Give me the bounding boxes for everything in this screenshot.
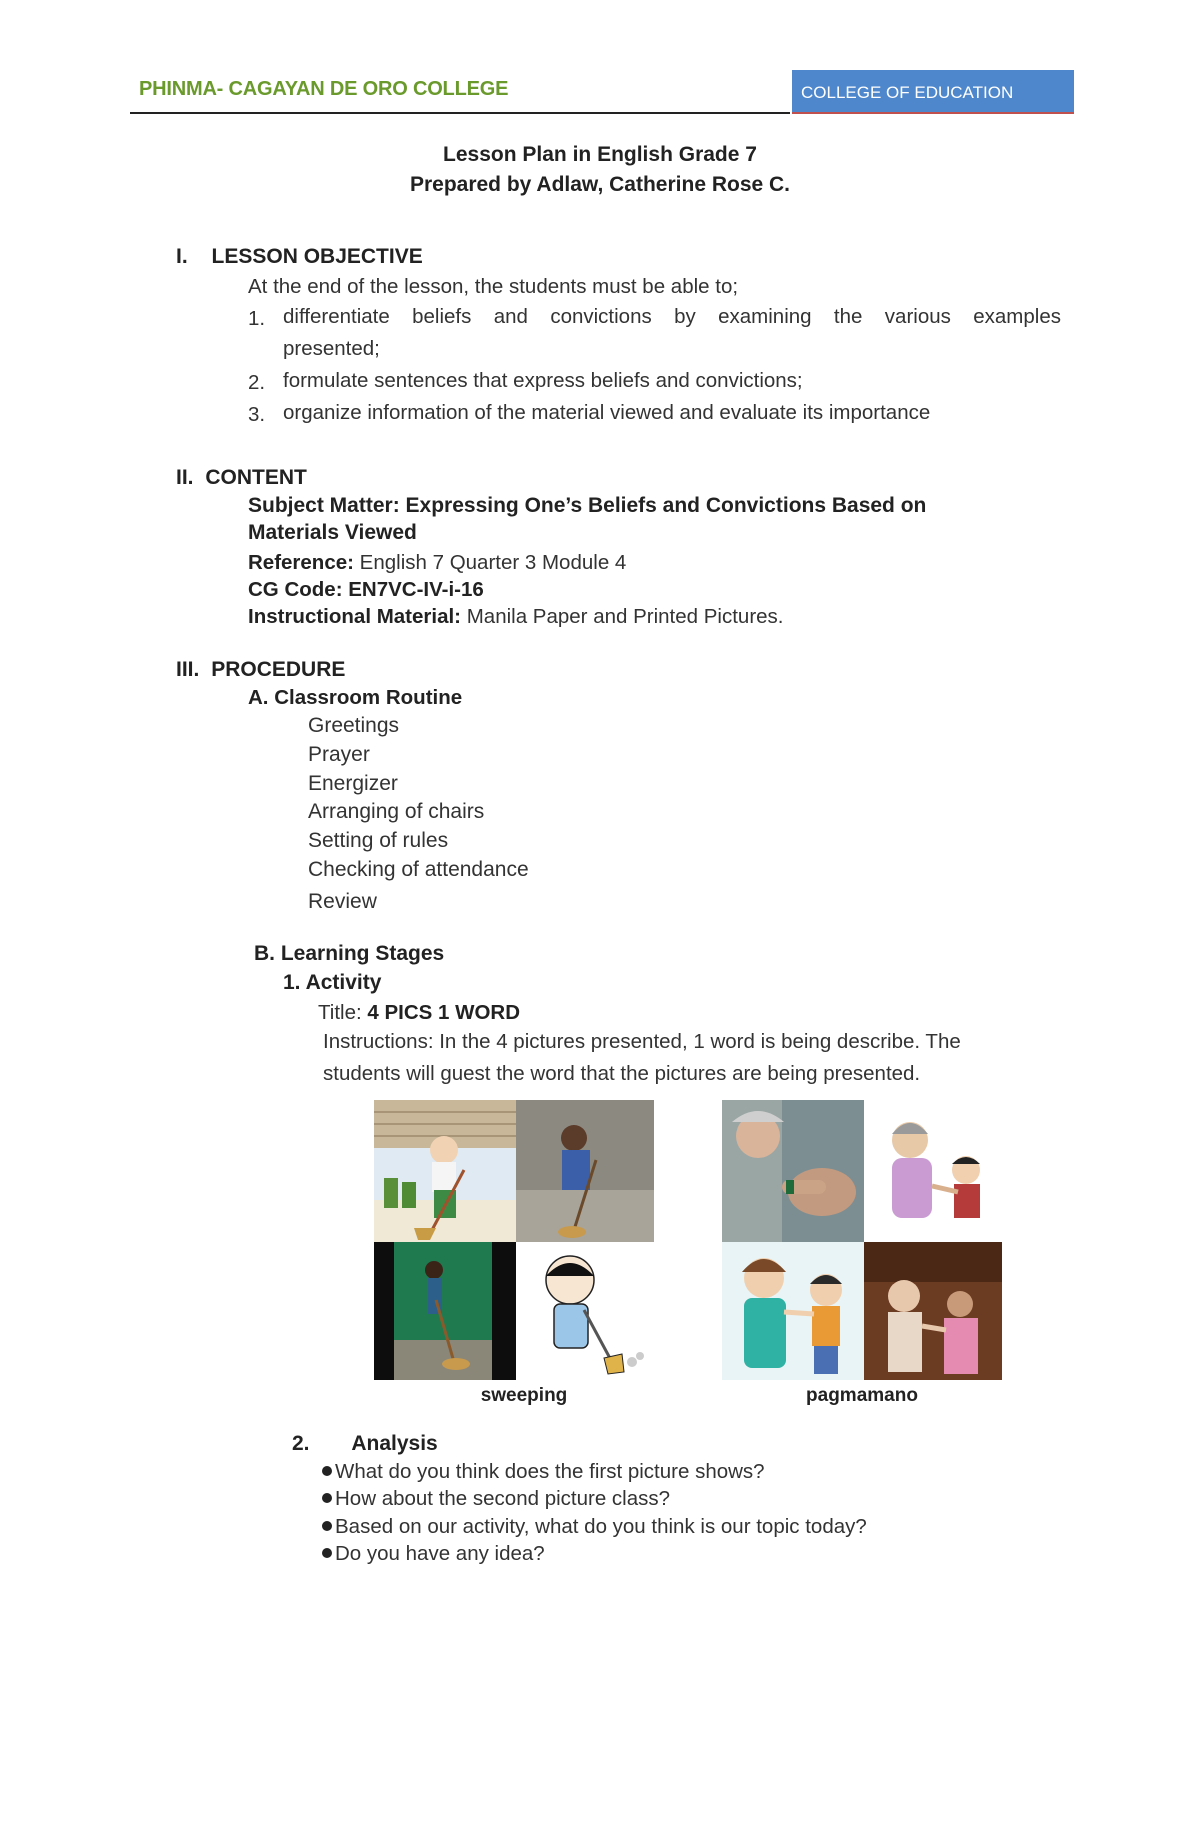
bullet-icon xyxy=(322,1493,332,1503)
reference-label: Reference: xyxy=(248,551,354,574)
college-name: PHINMA- CAGAYAN DE ORO COLLEGE xyxy=(139,78,509,100)
section-number: III. xyxy=(176,658,200,681)
instructional-material-line xyxy=(248,602,784,632)
caption-pagmamano: pagmamano xyxy=(806,1385,918,1406)
department-banner: COLLEGE OF EDUCATION xyxy=(792,70,1074,114)
activity-title-value: 4 PICS 1 WORD xyxy=(367,1001,520,1024)
activity-title-line xyxy=(318,998,520,1028)
title-line-2: Prepared by Adlaw, Catherine Rose C. xyxy=(409,173,791,196)
objective-3-number: 3. xyxy=(248,403,266,426)
pagmamano-picture-collage xyxy=(722,1100,1002,1380)
instructions-line-1: Instructions: In the 4 pictures presented, 1 word is being describe. The xyxy=(323,1030,961,1053)
objective-1-text-a: differentiate beliefs and convictions by examining the various examples xyxy=(283,305,1061,328)
caption-sweeping: sweeping xyxy=(480,1385,568,1406)
analysis-question: Do you have any idea? xyxy=(322,1542,545,1566)
analysis-number: 2. xyxy=(292,1432,310,1455)
classroom-routine-heading: A. Classroom Routine xyxy=(248,686,463,709)
sweeping-picture-collage xyxy=(374,1100,654,1380)
analysis-question: Based on our activity, what do you think is our topic today? xyxy=(322,1515,867,1539)
objective-3-text: organize information of the material viewed and evaluate its importance xyxy=(283,401,931,424)
analysis-question: What do you think does the first picture shows? xyxy=(322,1460,765,1484)
cg-code: CG Code: EN7VC-IV-i-16 xyxy=(248,578,484,601)
section-number: I. xyxy=(176,245,188,268)
title-line-1: Lesson Plan in English Grade 7 xyxy=(443,143,757,166)
section-procedure-heading xyxy=(176,658,345,682)
routine-item: Arranging of chairs xyxy=(308,800,485,823)
objective-1-number: 1. xyxy=(248,307,266,330)
routine-item: Energizer xyxy=(308,772,398,795)
section-number: II. xyxy=(176,466,194,489)
subject-matter-line-1: Subject Matter: Expressing One’s Beliefs and Convictions Based on xyxy=(248,494,927,517)
analysis-title: Analysis xyxy=(351,1432,438,1455)
routine-item: Review xyxy=(308,890,377,913)
bullet-icon xyxy=(322,1548,332,1558)
bullet-icon xyxy=(322,1466,332,1476)
section-title: CONTENT xyxy=(205,466,307,489)
routine-item: Prayer xyxy=(308,743,370,766)
section-title: PROCEDURE xyxy=(211,658,346,681)
material-label: Instructional Material: xyxy=(248,605,462,628)
routine-item: Checking of attendance xyxy=(308,858,529,881)
bullet-icon xyxy=(322,1521,332,1531)
analysis-question: How about the second picture class? xyxy=(322,1487,670,1511)
reference-line xyxy=(248,548,626,578)
section-title: LESSON OBJECTIVE xyxy=(211,245,423,268)
learning-stages-heading: B. Learning Stages xyxy=(254,942,445,965)
objective-2-text: formulate sentences that express beliefs and convictions; xyxy=(283,369,803,392)
routine-item: Greetings xyxy=(308,714,400,737)
objective-intro: At the end of the lesson, the students must be able to; xyxy=(248,275,739,298)
section-objective-heading xyxy=(176,245,423,269)
activity-heading: 1. Activity xyxy=(283,971,382,994)
header-rule xyxy=(130,112,790,114)
sweeping-illustrations xyxy=(374,1100,654,1380)
document-title xyxy=(0,140,1200,200)
reference-value: English 7 Quarter 3 Module 4 xyxy=(353,551,627,574)
material-value: Manila Paper and Printed Pictures. xyxy=(461,605,784,628)
activity-title-label: Title: xyxy=(318,1001,368,1024)
analysis-heading xyxy=(292,1432,438,1456)
pagmamano-illustrations xyxy=(722,1100,1002,1380)
section-content-heading xyxy=(176,466,307,490)
objective-1-text-b: presented; xyxy=(283,337,380,360)
subject-matter xyxy=(248,492,926,546)
objective-2-number: 2. xyxy=(248,371,266,394)
routine-item: Setting of rules xyxy=(308,829,449,852)
subject-matter-line-2: Materials Viewed xyxy=(248,521,417,544)
instructions-line-2: students will guest the word that the pictures are being presented. xyxy=(323,1062,921,1085)
